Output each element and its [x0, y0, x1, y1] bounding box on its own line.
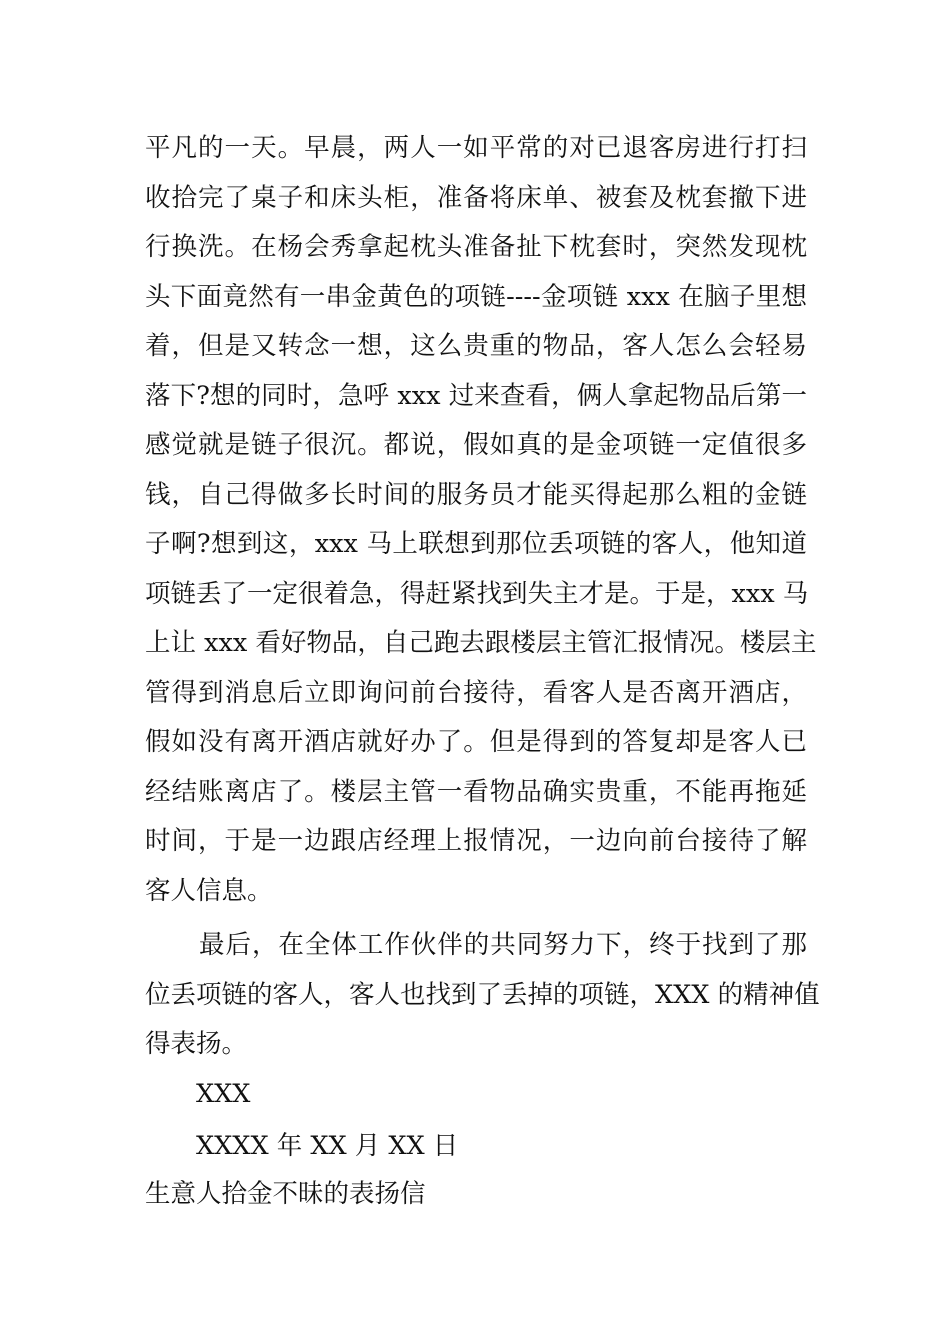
paragraph-1-line-1: 平凡的一天。早晨，两人一如平常的对已退客房进行打扫	[145, 133, 807, 163]
paragraph-1-line-14: 经结账离店了。楼层主管一看物品确实贵重，不能再拖延	[145, 776, 807, 807]
paragraph-1-line-2: 收拾完了桌子和床头柜，准备将床单、被套及枕套撤下进	[145, 182, 807, 213]
paragraph-1-line-8: 钱，自己得做多长时间的服务员才能买得起那么粗的金链	[145, 479, 807, 510]
paragraph-1-line-16: 客人信息。	[145, 875, 273, 906]
paragraph-1-line-3: 行换洗。在杨会秀拿起枕头准备扯下枕套时，突然发现枕	[145, 232, 807, 262]
paragraph-1-line-10: 项链丢了一定很着急，得赶紧找到失主才是。于是，xxx 马	[145, 578, 809, 609]
paragraph-2-line-2: 位丢项链的客人，客人也找到了丢掉的项链，XXX 的精神值	[145, 979, 820, 1010]
paragraph-1-line-6: 落下?想的同时，急呼 xxx 过来查看，俩人拿起物品后第一	[145, 380, 807, 411]
paragraph-1-line-7: 感觉就是链子很沉。都说，假如真的是金项链一定值很多	[145, 430, 807, 460]
paragraph-2-line-3: 得表扬。	[145, 1029, 248, 1059]
paragraph-2-line-1: 最后，在全体工作伙伴的共同努力下，终于找到了那	[199, 930, 807, 960]
paragraph-1-line-15: 时间，于是一边跟店经理上报情况，一边向前台接待了解	[145, 826, 807, 856]
paragraph-1-line-4: 头下面竟然有一串金黄色的项链----金项链 xxx 在脑子里想	[145, 281, 807, 312]
paragraph-1-line-12: 管得到消息后立即询问前台接待，看客人是否离开酒店，	[145, 677, 807, 708]
signature-name: XXX	[196, 1079, 251, 1109]
paragraph-1-line-5: 着，但是又转念一想，这么贵重的物品，客人怎么会轻易	[145, 331, 807, 361]
paragraph-1-line-13: 假如没有离开酒店就好办了。但是得到的答复却是客人已	[145, 727, 807, 757]
paragraph-1-line-11: 上让 xxx 看好物品，自己跑去跟楼层主管汇报情况。楼层主	[145, 628, 817, 658]
next-letter-title: 生意人拾金不昧的表扬信	[145, 1179, 426, 1209]
signature-date: XXXX 年 XX 月 XX 日	[196, 1131, 459, 1161]
paragraph-1-line-9: 子啊?想到这，xxx 马上联想到那位丢项链的客人，他知道	[145, 529, 807, 559]
